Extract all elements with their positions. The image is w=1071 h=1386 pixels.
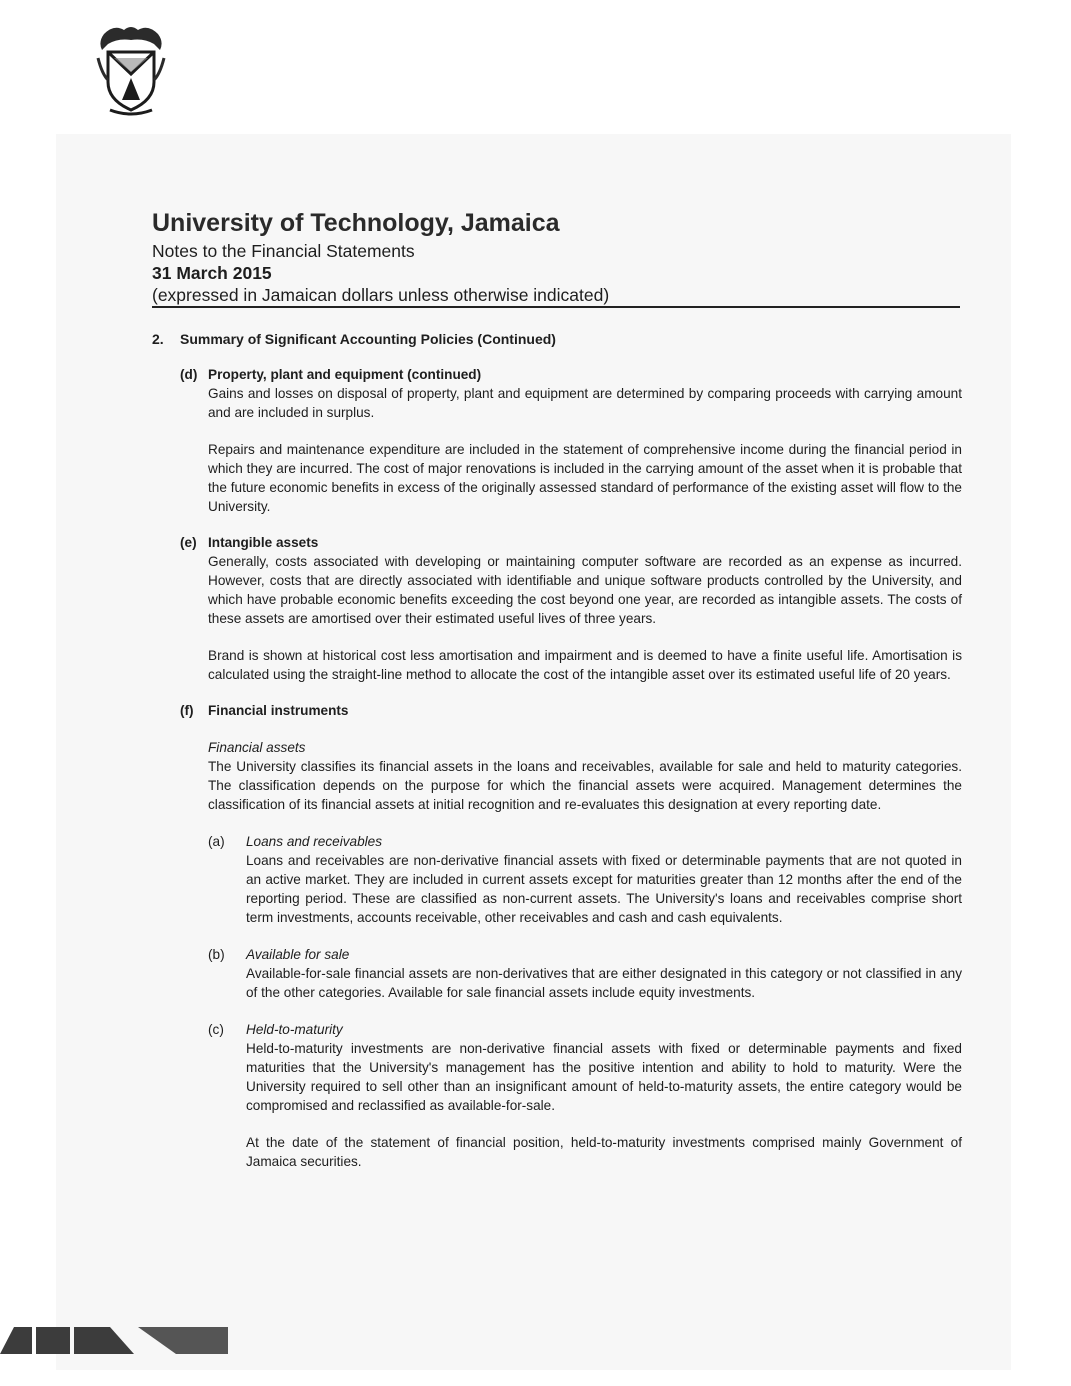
subsection-heading [180,534,962,552]
subsection-intangible-assets [180,534,962,684]
item-letter: (a) [208,834,225,849]
subsection-heading [180,366,962,384]
report-date: 31 March 2015 [152,263,272,283]
paragraph: Repairs and maintenance expenditure are included in the statement of comprehensive income during the financial period in which they are incurred. The cost of major renovations is included in the carrying amount of the asset when it is probable that the future economic benefits in excess of the originally assessed standard of performance of the existing asset will flow to the University. [208,442,962,514]
item-title: Held-to-maturity [246,1022,343,1037]
subsection-letter: (d) [180,367,198,382]
paragraph: Held-to-maturity investments are non-derivative financial assets with fixed or determinable payments and fixed maturities that the University's management has the positive intention and ability to hold to maturity. Were the University required to sell other than an insignificant amount of held-to-maturity assets, the entire category would be compromised and reclassified as available-for-sale. [246,1041,962,1113]
section-heading [152,330,962,348]
item-title: Loans and receivables [246,834,383,849]
item-letter: (b) [208,947,225,962]
subsection-property-plant-equipment [180,366,962,516]
item-title: Available for sale [246,947,350,962]
footer-stripe-decoration [0,1327,228,1354]
header-divider [152,306,960,308]
section-number: 2. [152,331,164,347]
item-letter: (c) [208,1022,224,1037]
category-heading: Financial assets [208,740,306,755]
paragraph: Brand is shown at historical cost less amortisation and impairment and is deemed to have a finite useful life. Amortisation is calculated using the straight-line method to allocate the cost of the intangible asset over its estimated useful life of 20 years. [208,648,962,682]
subsection-letter: (f) [180,703,194,718]
document-content [152,206,962,1171]
section-title: Summary of Significant Accounting Policies (Continued) [180,331,556,347]
subsection-title: Financial instruments [208,703,349,718]
list-item [208,1020,962,1171]
paragraph: Gains and losses on disposal of property, plant and equipment are determined by comparing proceeds with carrying amount and are included in surplus. [208,386,962,420]
subsection-letter: (e) [180,535,197,550]
page-subtitle: Notes to the Financial Statements [152,241,415,261]
subsection-heading [180,702,962,720]
university-crest-icon [94,24,168,116]
paragraph: At the date of the statement of financial position, held-to-maturity investments comprised mainly Government of Jamaica securities. [246,1135,962,1169]
list-item [208,945,962,1002]
paragraph: Available-for-sale financial assets are non-derivatives that are either designated in this category or not classified in any of the other categories. Available for sale financial assets include equity investments. [246,966,962,1000]
paragraph: The University classifies its financial assets in the loans and receivables, available for sale and held to maturity categories. The classification depends on the purpose for which the financial assets were acquired. Management determines the classification of its financial assets at initial recognition and re-evaluates this designation at every reporting date. [208,759,962,812]
list-item [208,832,962,927]
subsection-title: Property, plant and equipment (continued) [208,367,482,382]
subsection-financial-instruments [180,702,962,1171]
subsection-title: Intangible assets [208,535,319,550]
paragraph: Loans and receivables are non-derivative financial assets with fixed or determinable payments that are not quoted in an active market. They are included in current assets except for maturities greater than 12 months after the end of the reporting period. These are classified as non-current assets. The University's loans and receivables comprise short term investments, accounts receivable, other receivables and cash and cash equivalents. [246,853,962,925]
page-title: University of Technology, Jamaica [152,209,560,237]
footer-stripe-icon [0,1327,228,1354]
paragraph: Generally, costs associated with developing or maintaining computer software are recorded as an expense as incurred. However, costs that are directly associated with identifiable and unique software products controlled by the University, and which have probable economic benefits exceeding the cost beyond one year, are recorded as intangible assets. The costs of these assets are amortised over their estimated useful lives of three years. [208,554,962,626]
currency-note: (expressed in Jamaican dollars unless otherwise indicated) [152,285,610,305]
